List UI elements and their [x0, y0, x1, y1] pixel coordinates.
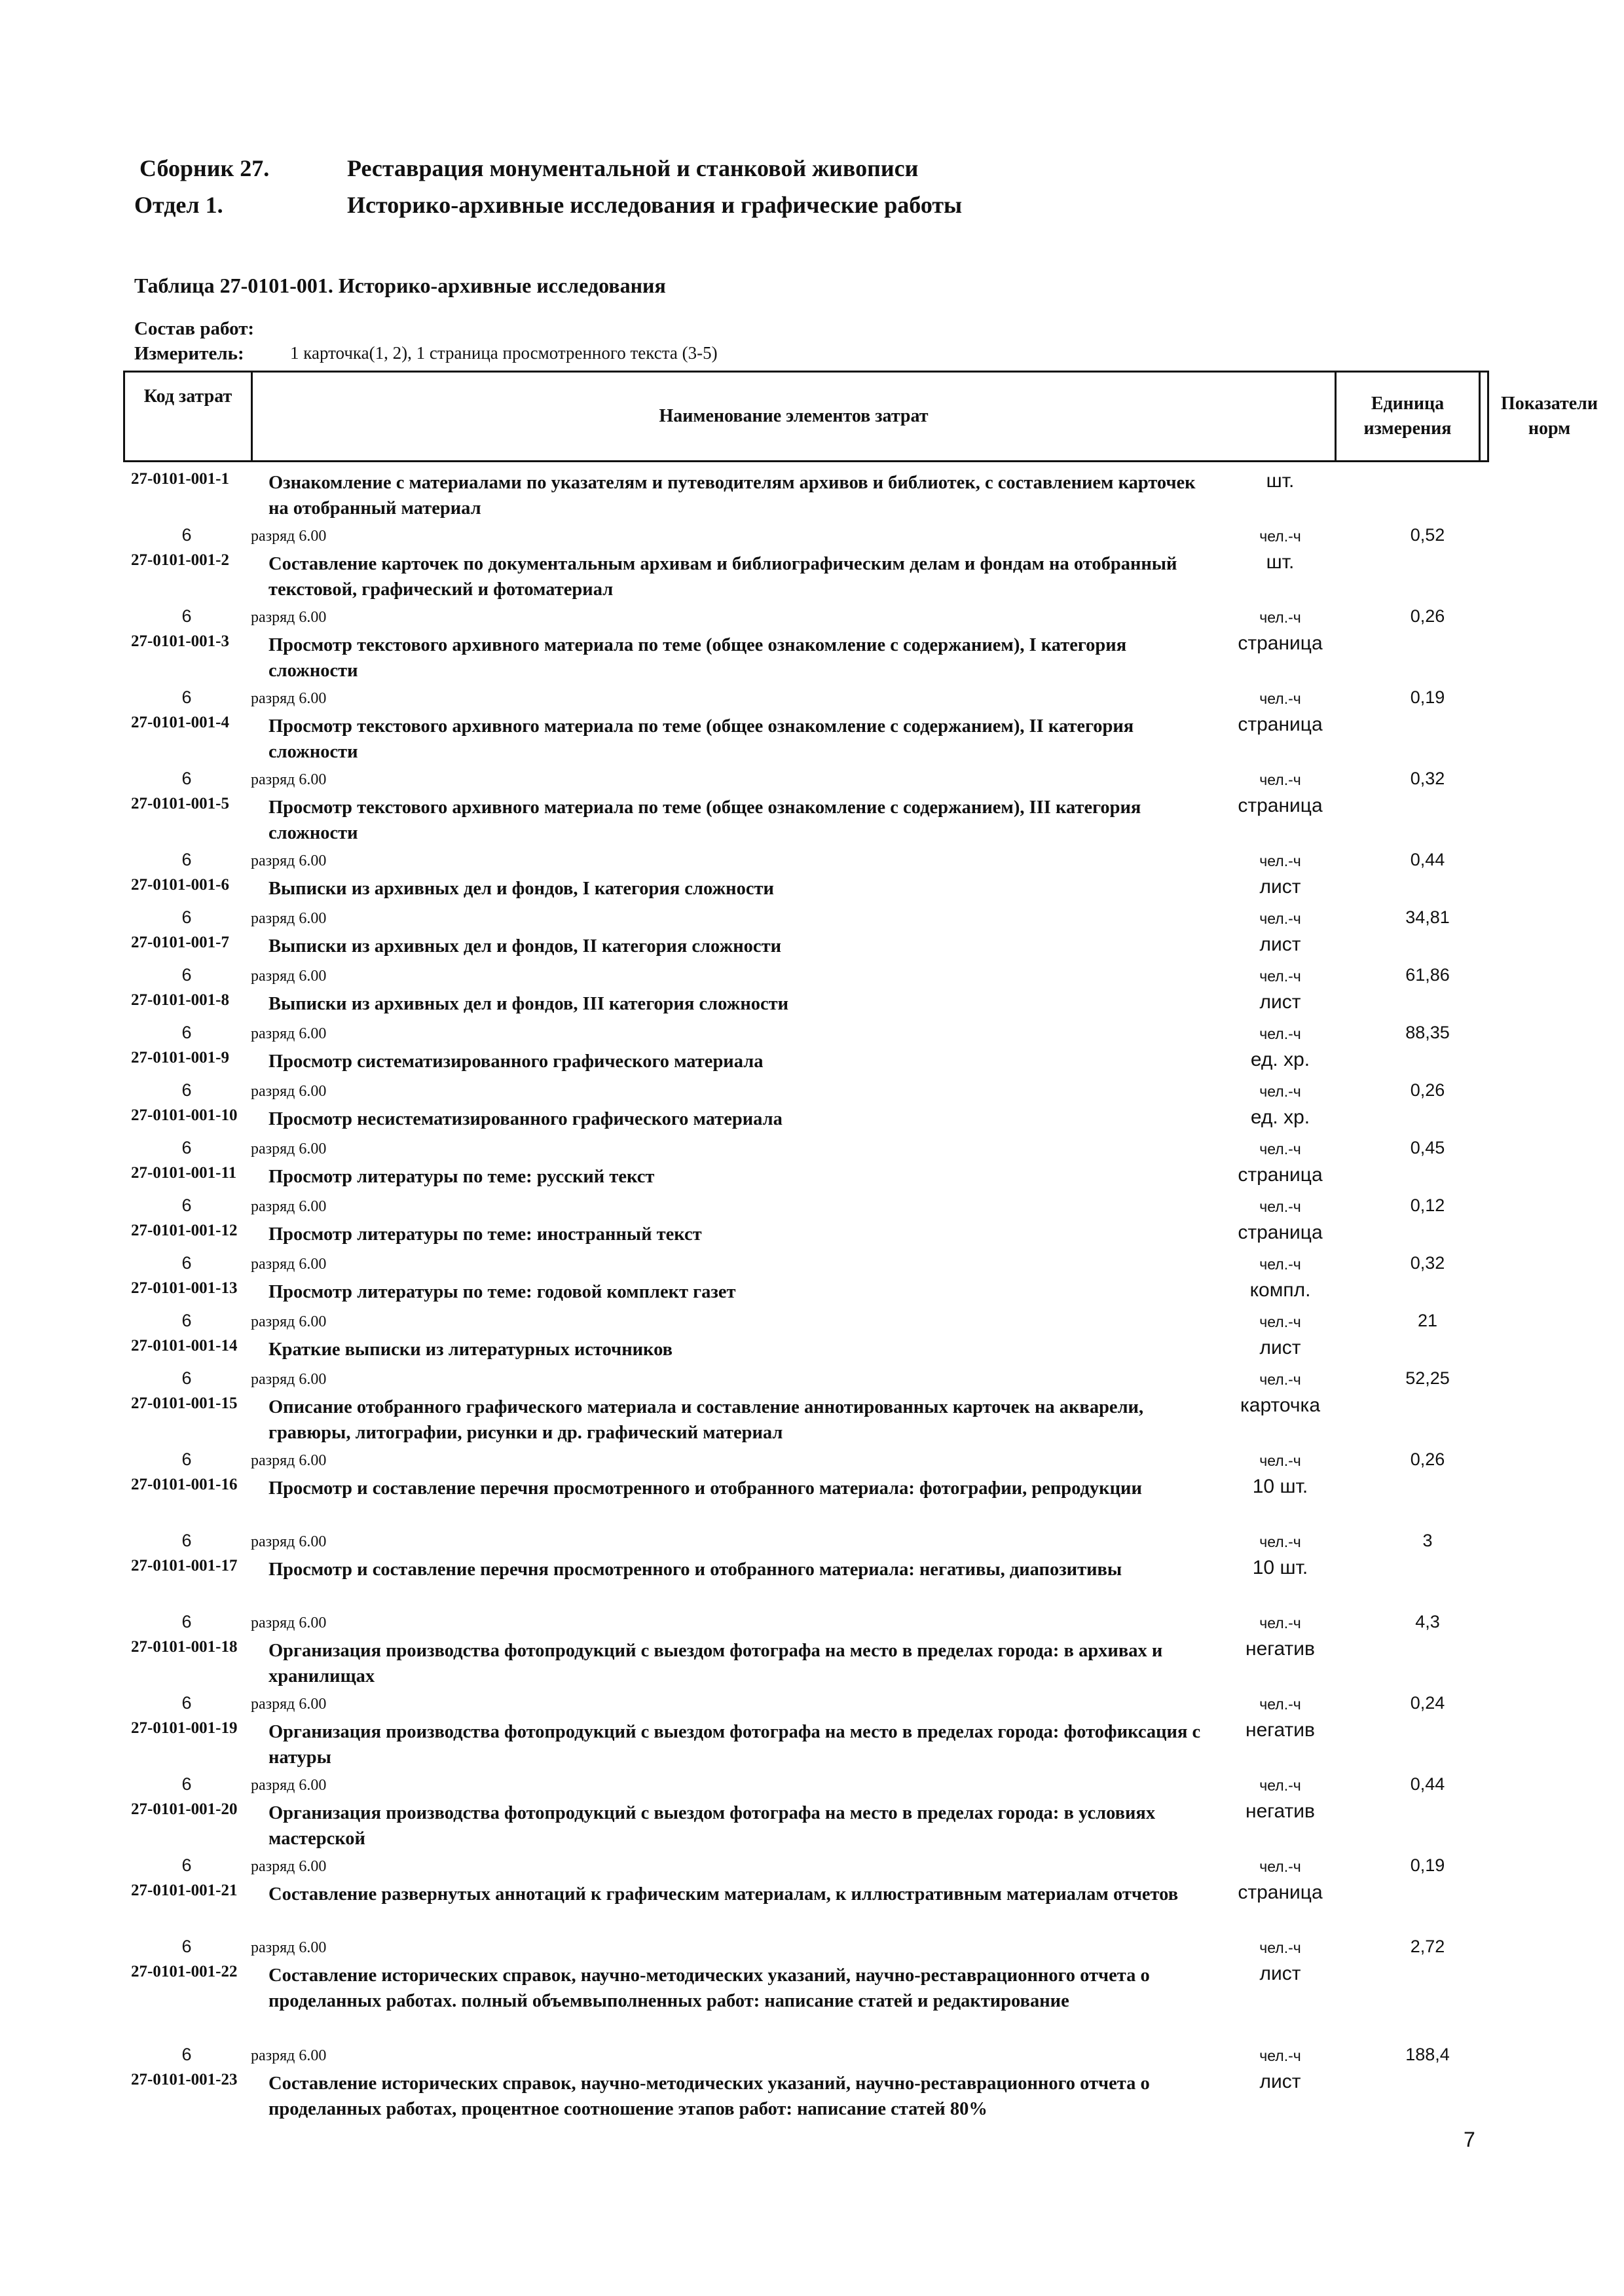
row-title: Составление исторических справок, научно-методических указаний, научно-реставрационного отчета о проделанных работах. полный объемвыполненных работ: написание статей и редактирование: [268, 1965, 1150, 2011]
row-labor: [0, 1253, 1624, 1279]
norm-value: 0,12: [1410, 1195, 1445, 1215]
labor-unit: чел.-ч: [1259, 1140, 1301, 1157]
norm-value: 0,52: [1410, 525, 1445, 545]
row-title: Описание отобранного графического материала и составление аннотированных карточек на акварели, гравюры, литографии, рисунки и др. графический материал: [268, 1397, 1144, 1443]
labor-grade-label: разряд 6.00: [251, 1696, 327, 1713]
row-labor: [0, 525, 1624, 551]
row-labor: [0, 606, 1624, 632]
table-row: [0, 1222, 1624, 1279]
row-title: Составление карточек по документальным архивам и библиографическим делам и фондам на отобранный текстовой, графический и фотоматериал: [268, 554, 1177, 600]
norm-value: 21: [1417, 1311, 1438, 1330]
row-labor: [0, 1449, 1624, 1476]
row-title: Ознакомление с материалами по указателям и путеводителям архивов и библиотек, с составлением карточек на отобранный материал: [268, 473, 1196, 519]
row-code: 27-0101-001-19: [131, 1719, 238, 1737]
row-labor: [0, 769, 1624, 795]
norm-value: 0,44: [1410, 850, 1445, 869]
row-code: 27-0101-001-15: [131, 1394, 238, 1412]
labor-unit: чел.-ч: [1259, 1313, 1301, 1330]
row-unit: страница: [1238, 1164, 1323, 1186]
table-row: [0, 1638, 1624, 1719]
norm-value: 0,26: [1410, 1080, 1445, 1100]
labor-grade-label: разряд 6.00: [251, 2047, 327, 2064]
table-row: [0, 714, 1624, 795]
labor-grade-label: разряд 6.00: [251, 609, 327, 626]
labor-grade-number: 6: [181, 1023, 192, 1042]
row-code: 27-0101-001-10: [131, 1106, 238, 1124]
row-unit: шт.: [1266, 470, 1295, 492]
row-code: 27-0101-001-7: [131, 934, 229, 951]
norm-value: 61,86: [1405, 965, 1450, 985]
table-row: [0, 470, 1624, 551]
row-labor: [0, 1774, 1624, 1800]
row-title: Просмотр систематизированного графического материала: [268, 1051, 764, 1072]
labor-grade-label: разряд 6.00: [251, 1777, 327, 1794]
table-caption: Таблица 27-0101-001. Историко-архивные исследования: [134, 274, 666, 297]
labor-unit: чел.-ч: [1259, 852, 1301, 869]
collection-label: Сборник 27.: [139, 155, 270, 181]
row-title: Выписки из архивных дел и фондов, III категория сложности: [268, 994, 789, 1014]
labor-grade-number: 6: [181, 1253, 192, 1273]
row-unit: страница: [1238, 795, 1323, 816]
labor-grade-number: 6: [181, 965, 192, 985]
col-norm-header: Показатели норм: [1500, 393, 1598, 439]
row-code: 27-0101-001-3: [131, 632, 229, 650]
norm-value: 88,35: [1405, 1023, 1450, 1042]
row-code: 27-0101-001-23: [131, 2071, 238, 2088]
labor-unit: чел.-ч: [1259, 1371, 1301, 1388]
row-code: 27-0101-001-8: [131, 991, 229, 1009]
meter-label: Измеритель:: [134, 343, 244, 364]
norm-value: 0,44: [1410, 1774, 1445, 1794]
labor-unit: чел.-ч: [1259, 771, 1301, 788]
row-title: Выписки из архивных дел и фондов, II категория сложности: [268, 936, 781, 957]
row-unit: страница: [1238, 1882, 1323, 1903]
table-row: [0, 1719, 1624, 1800]
row-title: Просмотр литературы по теме: русский текст: [268, 1167, 655, 1187]
table-row: [0, 1164, 1624, 1222]
labor-grade-label: разряд 6.00: [251, 1533, 327, 1550]
section-title: Историко-архивные исследования и графические работы: [347, 192, 963, 218]
labor-grade-label: разряд 6.00: [251, 1371, 327, 1388]
norm-value: 0,26: [1410, 606, 1445, 626]
row-labor: [0, 1531, 1624, 1557]
labor-grade-label: разряд 6.00: [251, 690, 327, 707]
row-code: 27-0101-001-9: [131, 1049, 229, 1066]
row-labor: [0, 1311, 1624, 1337]
labor-unit: чел.-ч: [1259, 1533, 1301, 1550]
row-code: 27-0101-001-4: [131, 714, 229, 731]
table-row: [0, 934, 1624, 991]
labor-grade-number: 6: [181, 769, 192, 788]
table-row: [0, 1963, 1624, 2071]
row-labor: [0, 1368, 1624, 1394]
labor-grade-number: 6: [181, 2045, 192, 2064]
row-labor: [0, 1693, 1624, 1719]
row-unit: лист: [1259, 991, 1301, 1013]
labor-unit: чел.-ч: [1259, 1614, 1301, 1631]
row-unit: 10 шт.: [1252, 1476, 1308, 1497]
labor-grade-number: 6: [181, 606, 192, 626]
row-unit: лист: [1259, 876, 1301, 898]
labor-unit: чел.-ч: [1259, 1025, 1301, 1042]
labor-unit: чел.-ч: [1259, 1939, 1301, 1956]
row-unit: страница: [1238, 714, 1323, 735]
labor-grade-number: 6: [181, 1080, 192, 1100]
row-title: Выписки из архивных дел и фондов, I категория сложности: [268, 879, 774, 899]
table-row: [0, 1049, 1624, 1106]
row-code: 27-0101-001-2: [131, 551, 229, 569]
row-code: 27-0101-001-20: [131, 1800, 238, 1818]
row-code: 27-0101-001-14: [131, 1337, 238, 1355]
row-unit: негатив: [1246, 1800, 1315, 1822]
row-unit: компл.: [1249, 1279, 1311, 1301]
row-unit: негатив: [1246, 1719, 1315, 1741]
row-unit: лист: [1259, 1337, 1301, 1358]
labor-grade-label: разряд 6.00: [251, 1858, 327, 1875]
row-code: 27-0101-001-13: [131, 1279, 238, 1297]
labor-grade-label: разряд 6.00: [251, 528, 327, 545]
labor-grade-number: 6: [181, 1612, 192, 1631]
labor-grade-label: разряд 6.00: [251, 1614, 327, 1631]
labor-unit: чел.-ч: [1259, 1858, 1301, 1875]
row-code: 27-0101-001-21: [131, 1882, 238, 1899]
labor-grade-label: разряд 6.00: [251, 968, 327, 985]
meter-value: 1 карточка(1, 2), 1 страница просмотренного текста (3-5): [290, 343, 718, 363]
row-title: Организация производства фотопродукций с выездом фотографа на место в пределах города: фотофиксация с натуры: [268, 1722, 1201, 1768]
labor-grade-number: 6: [181, 1531, 192, 1550]
row-title: Просмотр текстового архивного материала по теме (общее ознакомление с содержанием), I категория сложности: [268, 635, 1127, 681]
norm-value: 34,81: [1405, 907, 1450, 927]
row-labor: [0, 1138, 1624, 1164]
row-title: Просмотр и составление перечня просмотренного и отобранного материала: фотографии, репродукции: [268, 1478, 1142, 1499]
row-title: Составление исторических справок, научно-методических указаний, научно-реставрационного отчета о проделанных работах, процентное соотношение этапов работ: написание статей 80%: [268, 2073, 1150, 2119]
table-row: [0, 1800, 1624, 1882]
norm-value: 0,19: [1410, 687, 1445, 707]
norm-value: 0,24: [1410, 1693, 1445, 1713]
table-row: [0, 1394, 1624, 1476]
norm-value: 0,45: [1410, 1138, 1445, 1157]
row-labor: [0, 1080, 1624, 1106]
labor-grade-number: 6: [181, 687, 192, 707]
table-row: [0, 1557, 1624, 1638]
table-row: [0, 1476, 1624, 1557]
table-row: [0, 876, 1624, 934]
row-title: Просмотр текстового архивного материала по теме (общее ознакомление с содержанием), III категория сложности: [268, 797, 1141, 843]
row-code: 27-0101-001-1: [131, 470, 229, 488]
labor-grade-label: разряд 6.00: [251, 852, 327, 869]
labor-unit: чел.-ч: [1259, 1696, 1301, 1713]
row-labor: [0, 1612, 1624, 1638]
labor-unit: чел.-ч: [1259, 968, 1301, 985]
row-labor: [0, 1937, 1624, 1963]
composition-label: Состав работ:: [134, 318, 255, 339]
labor-unit: чел.-ч: [1259, 609, 1301, 626]
table-row: [0, 2071, 1624, 2126]
row-code: 27-0101-001-22: [131, 1963, 238, 1980]
labor-grade-number: 6: [181, 1311, 192, 1330]
labor-grade-label: разряд 6.00: [251, 1025, 327, 1042]
table-row: [0, 551, 1624, 632]
row-labor: [0, 1195, 1624, 1222]
labor-unit: чел.-ч: [1259, 1452, 1301, 1469]
norm-value: 188,4: [1405, 2045, 1450, 2064]
section-label: Отдел 1.: [134, 192, 223, 218]
labor-grade-number: 6: [181, 907, 192, 927]
labor-unit: чел.-ч: [1259, 1083, 1301, 1100]
labor-unit: чел.-ч: [1259, 1777, 1301, 1794]
row-title: Составление развернутых аннотаций к графическим материалам, к иллюстративным материалам отчетов: [268, 1884, 1179, 1904]
table-body: [0, 470, 1624, 2126]
labor-grade-number: 6: [181, 1368, 192, 1388]
norm-value: 0,32: [1410, 1253, 1445, 1273]
labor-unit: чел.-ч: [1259, 2047, 1301, 2064]
table-row: [0, 1882, 1624, 1963]
row-title: Организация производства фотопродукций с выездом фотографа на место в пределах города: в условиях мастерской: [268, 1803, 1156, 1849]
labor-grade-number: 6: [181, 1693, 192, 1713]
labor-unit: чел.-ч: [1259, 528, 1301, 545]
labor-grade-label: разряд 6.00: [251, 771, 327, 788]
row-unit: лист: [1259, 934, 1301, 955]
labor-grade-label: разряд 6.00: [251, 1198, 327, 1215]
labor-grade-number: 6: [181, 1138, 192, 1157]
norm-value: 0,26: [1410, 1449, 1445, 1469]
labor-unit: чел.-ч: [1259, 1198, 1301, 1215]
norm-value: 0,19: [1410, 1855, 1445, 1875]
table-row: [0, 1337, 1624, 1394]
labor-grade-label: разряд 6.00: [251, 1256, 327, 1273]
collection-title: Реставрация монументальной и станковой живописи: [347, 155, 919, 181]
col-name-header: Наименование элементов затрат: [253, 373, 1337, 460]
row-labor: [0, 850, 1624, 876]
table-row: [0, 991, 1624, 1049]
norm-value: 0,32: [1410, 769, 1445, 788]
row-labor: [0, 907, 1624, 934]
labor-unit: чел.-ч: [1259, 1256, 1301, 1273]
row-unit: страница: [1238, 632, 1323, 654]
row-unit: лист: [1259, 1963, 1301, 1984]
row-title: Организация производства фотопродукций с выездом фотографа на место в пределах города: в архивах и хранилищах: [268, 1641, 1163, 1686]
row-unit: ед. хр.: [1250, 1106, 1310, 1128]
labor-grade-number: 6: [181, 850, 192, 869]
table-row: [0, 1106, 1624, 1164]
norm-value: 3: [1422, 1531, 1433, 1550]
table-row: [0, 632, 1624, 714]
row-unit: страница: [1238, 1222, 1323, 1243]
row-labor: [0, 965, 1624, 991]
col-code-header: Код затрат: [125, 373, 253, 460]
labor-grade-number: 6: [181, 1937, 192, 1956]
labor-grade-number: 6: [181, 1449, 192, 1469]
row-unit: лист: [1259, 2071, 1301, 2092]
row-unit: ед. хр.: [1250, 1049, 1310, 1070]
labor-grade-label: разряд 6.00: [251, 1452, 327, 1469]
row-code: 27-0101-001-11: [131, 1164, 237, 1182]
row-code: 27-0101-001-17: [131, 1557, 238, 1575]
norm-value: 52,25: [1405, 1368, 1450, 1388]
row-title: Просмотр литературы по теме: иностранный текст: [268, 1224, 702, 1245]
row-title: Просмотр литературы по теме: годовой комплект газет: [268, 1282, 736, 1302]
labor-grade-number: 6: [181, 1195, 192, 1215]
labor-grade-number: 6: [181, 525, 192, 545]
labor-unit: чел.-ч: [1259, 690, 1301, 707]
table-row: [0, 795, 1624, 876]
norm-value: 4,3: [1415, 1612, 1440, 1631]
row-labor: [0, 1023, 1624, 1049]
labor-grade-label: разряд 6.00: [251, 910, 327, 927]
row-labor: [0, 687, 1624, 714]
labor-unit: чел.-ч: [1259, 910, 1301, 927]
row-code: 27-0101-001-18: [131, 1638, 238, 1656]
row-unit: шт.: [1266, 551, 1295, 573]
row-unit: негатив: [1246, 1638, 1315, 1660]
labor-grade-label: разряд 6.00: [251, 1140, 327, 1157]
row-title: Просмотр и составление перечня просмотренного и отобранного материала: негативы, диапозитивы: [268, 1559, 1122, 1580]
norm-value: 2,72: [1410, 1937, 1445, 1956]
row-code: 27-0101-001-12: [131, 1222, 238, 1239]
row-title: Краткие выписки из литературных источников: [268, 1339, 673, 1360]
row-labor: [0, 1855, 1624, 1882]
row-title: Просмотр несистематизированного графического материала: [268, 1109, 783, 1129]
col-unit-header: Единица измерения: [1337, 373, 1481, 460]
row-unit: 10 шт.: [1252, 1557, 1308, 1578]
row-code: 27-0101-001-5: [131, 795, 229, 812]
labor-grade-label: разряд 6.00: [251, 1083, 327, 1100]
labor-grade-number: 6: [181, 1774, 192, 1794]
row-code: 27-0101-001-6: [131, 876, 229, 894]
row-title: Просмотр текстового архивного материала по теме (общее ознакомление с содержанием), II категория сложности: [268, 716, 1134, 762]
table-row: [0, 1279, 1624, 1337]
labor-grade-number: 6: [181, 1855, 192, 1875]
labor-grade-label: разряд 6.00: [251, 1313, 327, 1330]
table-header: [123, 371, 1598, 462]
row-labor: [0, 2045, 1624, 2071]
row-code: 27-0101-001-16: [131, 1476, 238, 1493]
labor-grade-label: разряд 6.00: [251, 1939, 327, 1956]
page-number: 7: [1464, 2128, 1475, 2151]
row-unit: карточка: [1240, 1394, 1321, 1416]
